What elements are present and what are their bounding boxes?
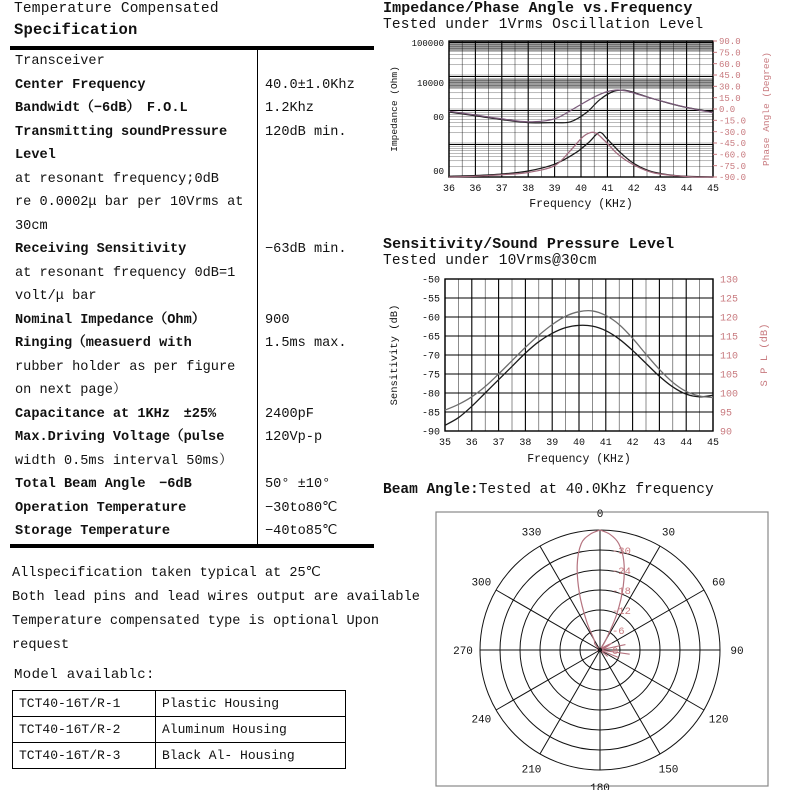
polar-angle-label: 60 [712, 577, 726, 590]
model-housing: Black Al- Housing [156, 743, 346, 769]
frequency-xtick: 39 [546, 438, 559, 449]
spec-row-value: 1.2Khz [265, 101, 314, 116]
spl-ytick: 105 [720, 370, 739, 382]
spec-row-label: at resonant frequency;0dB [10, 168, 258, 192]
impedance-ytick: 00 [433, 113, 444, 123]
phase-ytick: 45.0 [719, 71, 741, 82]
impedance-chart-title: Impedance/Phase Angle vs.Frequency [383, 0, 693, 17]
polar-angle-label: 120 [708, 714, 729, 727]
phase-ytick: 60.0 [719, 59, 741, 70]
spec-row [10, 426, 374, 450]
polar-angle-label: 150 [658, 764, 679, 777]
spec-row-label: Receiving Sensitivity [10, 238, 258, 262]
spec-row-value: −63dB min. [265, 242, 347, 257]
spl-ytick: 120 [720, 313, 739, 325]
sensitivity-ytick: -50 [421, 275, 440, 287]
polar-angle-label: 30 [661, 527, 676, 540]
spl-ytick: 110 [720, 351, 739, 363]
spec-row-value: 120Vp-p [265, 430, 323, 445]
spec-row-label: 30cm [10, 215, 258, 239]
frequency-xtick: 37 [495, 184, 508, 195]
sensitivity-chart-subtitle: Tested under 10Vrms@30cm [383, 253, 597, 269]
spec-row-label: Level [10, 144, 258, 168]
note-line: Both lead pins and lead wires output are available [12, 590, 420, 605]
page-title: Specification [14, 21, 138, 39]
spec-row [10, 379, 374, 403]
spl-ytick: 125 [720, 294, 739, 306]
frequency-xtick: 36 [465, 438, 478, 449]
spl-ytick: 130 [720, 275, 739, 287]
phase-ytick: -30.0 [719, 127, 747, 138]
spec-row-value: 1.5ms max. [265, 336, 347, 351]
spec-row-value: 900 [265, 312, 290, 328]
sensitivity-chart-title: Sensitivity/Sound Pressure Level [383, 236, 675, 253]
impedance-ytick: 00 [433, 167, 444, 177]
phase-ytick: 0.0 [719, 105, 736, 116]
frequency-xtick: 43 [654, 184, 667, 195]
polar-angle-label: 270 [453, 646, 473, 658]
polar-angle-label: 330 [521, 527, 542, 540]
model-available-title: Model availablc: [14, 667, 155, 683]
spec-row [10, 50, 374, 74]
model-code: TCT40-16T/R-2 [13, 717, 156, 743]
impedance-chart-block [383, 0, 797, 211]
spec-row [10, 144, 374, 168]
spec-row-value: 40.0±1.0Khz [265, 77, 355, 93]
frequency-xtick: 43 [653, 438, 666, 449]
sensitivity-ytick: -70 [421, 351, 440, 363]
frequency-xtick: 45 [706, 438, 720, 449]
specification-table [10, 46, 374, 548]
spec-row [10, 238, 374, 262]
impedance-ytick: 10000 [416, 79, 444, 89]
sensitivity-chart-canvas [383, 269, 797, 467]
spec-row-label: Bandwidt（−6dB） F.O.L [10, 97, 258, 121]
phase-ytick: 75.0 [719, 48, 741, 59]
spec-row-value: −40to85℃ [265, 524, 338, 539]
spl-ytick: 95 [720, 408, 733, 420]
spec-row-label: at resonant frequency 0dB=1 [10, 262, 258, 286]
spec-row [10, 332, 374, 356]
spec-row [10, 97, 374, 121]
frequency-xtick: 44 [680, 438, 693, 449]
table-row [13, 743, 346, 769]
phase-ytick: 15.0 [719, 93, 741, 104]
sensitivity-ytick: -55 [421, 294, 440, 306]
impedance-yaxis-label: Impedance (Ohm) [389, 66, 400, 152]
notes-block [12, 562, 420, 658]
spec-row-label: Center Frequency [10, 74, 258, 98]
polar-radial-label: 0 [612, 646, 619, 658]
phase-ytick: -90.0 [719, 173, 747, 184]
frequency-xtick: 42 [627, 184, 640, 195]
spl-ytick: 115 [720, 332, 739, 344]
polar-angle-label: 90 [730, 646, 744, 658]
beam-angle-condition: Tested at 40.0Khz frequency [478, 482, 714, 498]
spec-row [10, 285, 374, 309]
sensitivity-ytick: -80 [421, 389, 440, 401]
phase-ytick: 30.0 [719, 82, 741, 93]
frequency-xtick: 41 [599, 438, 612, 449]
spec-row [10, 309, 374, 333]
frequency-xaxis-label: Frequency (KHz) [527, 453, 631, 466]
right-column [380, 0, 800, 800]
spec-row-value: −30to80℃ [265, 500, 338, 516]
sensitivity-chart-block [383, 236, 797, 467]
polar-radial-label: -6 [612, 626, 625, 638]
polar-angle-label: 180 [590, 783, 610, 790]
spec-row-label: Capacitance at 1KHz ±25% [10, 403, 258, 427]
spec-row-label: width 0.5ms interval 50ms） [10, 450, 258, 474]
spec-row [10, 74, 374, 98]
spec-row-label: Max.Driving Voltage（pulse [10, 426, 258, 450]
frequency-xtick: 36 [442, 184, 456, 195]
spec-row [10, 215, 374, 239]
spec-row [10, 191, 374, 215]
spec-row-label: Nominal Impedance（Ohm） [10, 309, 258, 333]
spec-row-label: Ringing（measuerd with [10, 332, 258, 356]
frequency-xtick: 40 [572, 438, 586, 449]
phase-ytick: -15.0 [719, 116, 747, 127]
table-row [13, 717, 346, 743]
phase-ytick: -60.0 [719, 150, 747, 161]
spec-row-label: volt/μ bar [10, 285, 258, 309]
sensitivity-ytick: -65 [421, 332, 440, 344]
model-code: TCT40-16T/R-3 [13, 743, 156, 769]
polar-radial-label: -24 [612, 566, 631, 578]
header-subtitle: Temperature Compensated [14, 1, 219, 17]
spec-row-label: re 0.0002μ bar per 10Vrms at [10, 191, 258, 215]
impedance-chart-subtitle: Tested under 1Vrms Oscillation Level [383, 17, 704, 33]
polar-radial-label: -12 [612, 606, 631, 618]
frequency-xtick: 38 [522, 184, 535, 195]
table-row [13, 691, 346, 717]
frequency-xtick: 35 [438, 438, 452, 449]
polar-origin [598, 648, 602, 652]
beam-angle-label: Beam Angle: [383, 482, 479, 498]
frequency-xtick: 41 [601, 184, 614, 195]
frequency-xtick: 42 [626, 438, 639, 449]
spec-row-value: 50° ±10° [265, 477, 331, 492]
spl-ytick: 100 [720, 389, 739, 401]
sensitivity-yaxis-label: Sensitivity (dB) [389, 304, 401, 406]
grid-lines [445, 279, 713, 431]
phase-ytick: 90.0 [719, 37, 741, 48]
spec-row [10, 520, 374, 544]
spec-row [10, 168, 374, 192]
spec-row-label: Total Beam Angle −6dB [10, 473, 258, 497]
phase-ytick: -75.0 [719, 161, 747, 172]
frequency-xtick: 45 [706, 184, 720, 195]
spec-row-label: Transmitting soundPressure [10, 121, 258, 145]
grid-lines [449, 41, 713, 177]
frequency-xtick: 44 [680, 184, 693, 195]
spec-row-label: Operation Temperature [10, 497, 258, 521]
impedance-ytick: 100000 [411, 39, 444, 49]
spl-ytick: 90 [720, 427, 733, 439]
spec-row-label: rubber holder as per figure [10, 356, 258, 380]
spl-yaxis-label: S P L (dB) [759, 323, 771, 387]
phase-ytick: -45.0 [719, 139, 747, 150]
model-housing: Aluminum Housing [156, 717, 346, 743]
polar-angle-label: 300 [471, 577, 492, 590]
polar-angle-label: 240 [471, 714, 492, 727]
sensitivity-ytick: -90 [421, 427, 440, 439]
model-table [12, 690, 346, 769]
spec-row-value: 120dB min. [265, 124, 347, 140]
polar-radial-label: -30 [612, 546, 631, 558]
spec-row [10, 473, 374, 497]
frequency-xtick: 37 [492, 438, 505, 449]
beam-angle-note [383, 482, 714, 498]
spec-row [10, 356, 374, 380]
polar-angle-label: 210 [521, 764, 542, 777]
frequency-xtick: 36 [469, 184, 482, 195]
polar-angle-label: 0 [596, 509, 604, 521]
frequency-xtick: 39 [548, 184, 561, 195]
note-line: request [12, 638, 70, 653]
spec-row-value: 2400pF [265, 406, 314, 422]
model-housing: Plastic Housing [156, 691, 346, 717]
spec-row [10, 262, 374, 286]
spec-row [10, 450, 374, 474]
spec-row [10, 497, 374, 521]
impedance-chart-canvas [383, 33, 797, 211]
spec-row-label: Storage Temperature [10, 520, 258, 544]
frequency-xaxis-label: Frequency (KHz) [529, 198, 633, 211]
sensitivity-ytick: -75 [421, 370, 440, 382]
sensitivity-ytick: -60 [421, 313, 440, 325]
frequency-xtick: 38 [519, 438, 532, 449]
note-line: Temperature compensated type is optional Upon [12, 614, 380, 629]
model-code: TCT40-16T/R-1 [13, 691, 156, 717]
spec-row-label: Transceiver [10, 50, 258, 74]
spec-row [10, 403, 374, 427]
polar-radial-label: -18 [612, 586, 631, 598]
polar-chart-canvas [432, 508, 772, 790]
spec-row [10, 121, 374, 145]
sensitivity-ytick: -85 [421, 408, 440, 420]
frequency-xtick: 40 [574, 184, 588, 195]
note-line: Allspecification taken typical at 25℃ [12, 566, 321, 581]
spec-row-label: on next page） [10, 379, 258, 403]
phase-yaxis-label: Phase Angle (Degree) [761, 51, 772, 167]
